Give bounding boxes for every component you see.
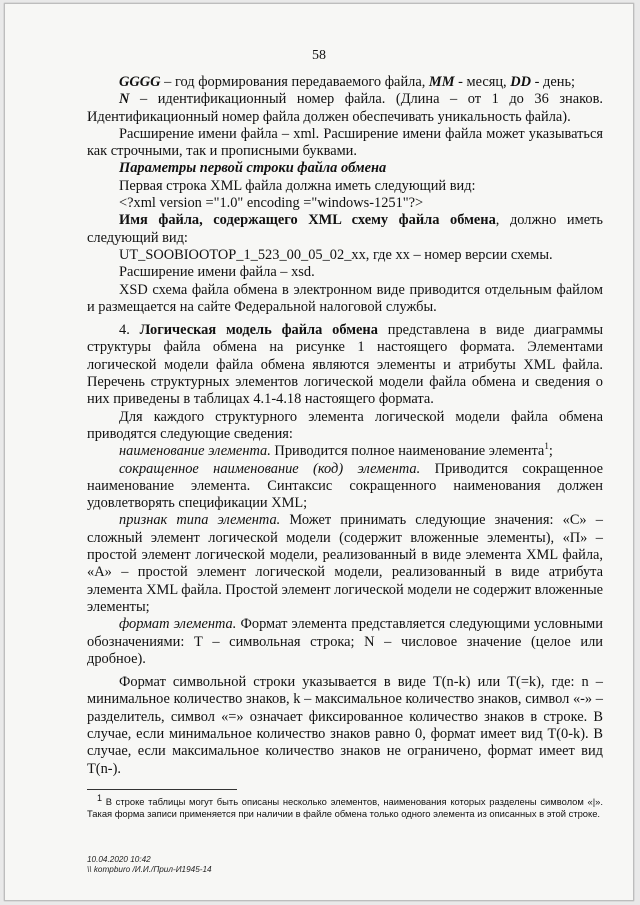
footnote-text: В строке таблицы могут быть описаны несколько элементов, наименования которых разделены символом «|». Такая форма записи применяется при наличии в файле обмена только одного элемента из описанных в этой строке.: [87, 796, 603, 819]
italic-text: сокращенное наименование (код) элемента.: [119, 460, 421, 477]
schema-file-name: UT_SOOBIOOTOP_1_523_00_05_02_xx, где xx – номер версии схемы.: [119, 246, 553, 263]
bold-text: Логическая модель файла обмена: [139, 322, 378, 339]
footnote: [87, 792, 603, 820]
text: – год формирования передаваемого файла,: [160, 74, 429, 90]
text: ;: [548, 443, 553, 460]
print-stamp: [87, 855, 212, 875]
item-element-name: [87, 443, 603, 460]
text: , должно иметь следующий вид:: [87, 212, 603, 246]
paragraph-extension-xml: Расширение имени файла – xml. Расширение имени файла может указываться как строчными, так и прописными буквами.: [87, 125, 603, 160]
text: – идентификационный номер файла. (Длина – от 1 до 36 знаков. Идентификационный номер файла должен обеспечивать уникальность файла).: [87, 91, 603, 125]
paragraph-schema-name: [87, 212, 603, 247]
term-n: N: [119, 91, 130, 108]
italic-text: наименование элемента.: [119, 443, 271, 460]
paragraph-string-format: Формат символьной строки указывается в виде T(n-k) или T(=k), где: n – минимальное количество знаков, k – максимальное количество знаков, символ «-» – разделитель, символ «=» означает фиксированное количество знаков в строке. В случае, если минимальное количество знаков равно 0, формат имеет вид T(0-k). В случае, если максимальное количество знаков не ограничено, формат имеет вид T(n-).: [87, 674, 603, 777]
xml-declaration: <?xml version ="1.0" encoding ="windows-1251"?>: [119, 195, 424, 212]
footnote-ref: 1: [544, 441, 549, 452]
heading-first-line-params: [87, 160, 603, 177]
term-dd: DD: [510, 74, 532, 90]
stamp-date: 10.04.2020 10:42: [87, 855, 151, 864]
italic-text: формат элемента.: [119, 616, 237, 633]
item-element-type: [87, 512, 603, 616]
term-gggg: GGGG: [119, 74, 161, 90]
text: 4.: [119, 322, 140, 339]
heading-text: Параметры первой строки файла обмена: [119, 160, 387, 177]
paragraph-logical-model: [87, 322, 603, 408]
footnote-divider: [87, 789, 237, 790]
footnote-mark: 1: [97, 792, 103, 803]
text: представлена в виде диаграммы структуры файла обмена на рисунке 1 настоящего формата. Элементами логической модели файла обмена являются элементы и атрибуты XML файла. Перечень структурных элементов логической модели файла обмена и сведения о них приведены в таблицах 4.1-4.18 настоящего формата.: [87, 322, 603, 408]
term-mm: MM: [428, 74, 455, 90]
page-number: 58: [312, 48, 326, 63]
page-body: [87, 74, 603, 778]
item-element-code: [87, 461, 603, 513]
text: - день;: [531, 74, 576, 90]
italic-text: признак типа элемента.: [119, 512, 281, 529]
paragraph-file-id: [87, 91, 603, 126]
paragraph-file-name-parts: [87, 74, 603, 91]
text: - месяц,: [454, 74, 511, 90]
stamp-path: \\ kompburo /И.И./Прил-И1945-14: [87, 865, 212, 874]
paragraph-extension-xsd: Расширение имени файла – xsd.: [119, 264, 315, 281]
text: Может принимать следующие значения: «С» – сложный элемент логической модели (содержит вложенные элементы), «П» – простой элемент логической модели, реализованный в виде элемента XML файла, «А» – простой элемент логической модели, реализованный в виде атрибута элемента XML файла. Простой элемент логической модели не содержит вложенные элементы;: [87, 512, 603, 615]
text: Приводится полное наименование элемента: [270, 443, 545, 460]
paragraph-xsd-schema: XSD схема файла обмена в электронном виде приводится отдельным файлом и размещается на сайте Федеральной налоговой службы.: [87, 281, 603, 315]
paragraph-first-line: Первая строка XML файла должна иметь следующий вид:: [119, 177, 476, 194]
text: Формат элемента представляется следующими условными обозначениями: Т – символьная строка; N – числовое значение (целое или дробное).: [87, 616, 603, 667]
paragraph-element-info: Для каждого структурного элемента логической модели файла обмена приводятся следующие сведения:: [87, 408, 603, 442]
bold-text: Имя файла, содержащего XML схему файла обмена: [119, 212, 496, 229]
item-element-format: [87, 616, 603, 668]
document-page: [4, 3, 634, 901]
text: Приводится сокращенное наименование элемента. Синтаксис сокращенного наименования должен удовлетворять спецификации XML;: [87, 460, 603, 512]
